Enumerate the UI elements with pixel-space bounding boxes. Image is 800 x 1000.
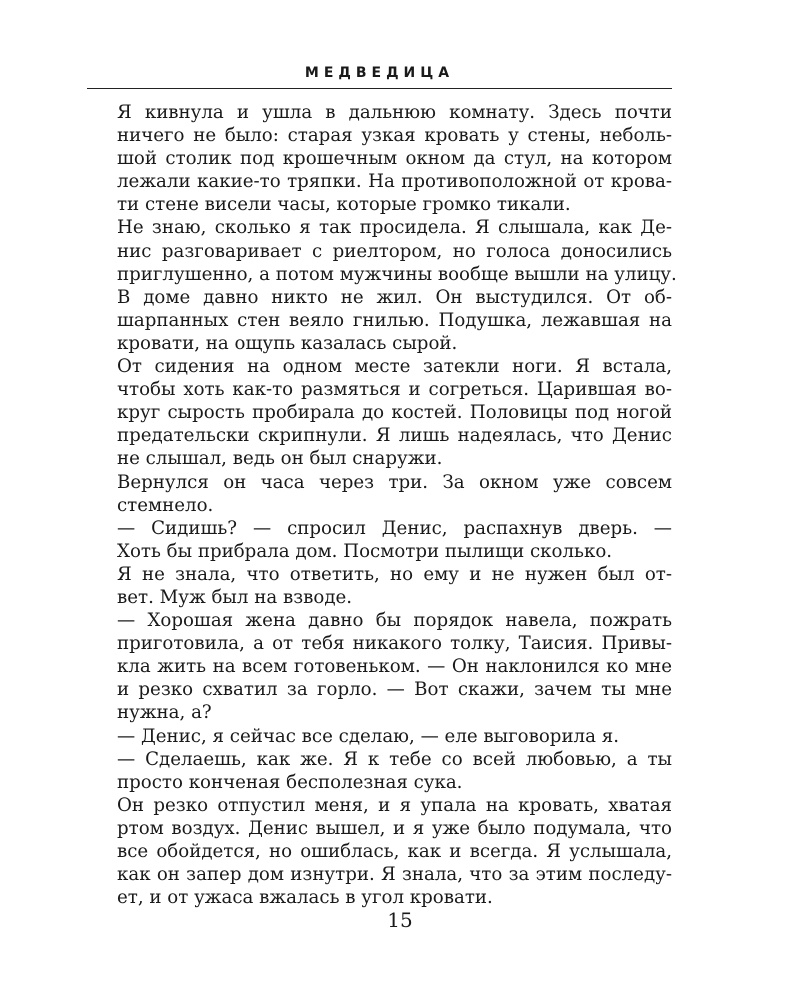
paragraph [87, 101, 672, 216]
paragraph [87, 355, 672, 470]
text-line: Я не знала, что ответить, но ему и не нужен был от- [117, 563, 672, 585]
text-line: кровати, на ощупь казалась сырой. [117, 332, 458, 354]
text-line: как он запер дом изнутри. Я знала, что за этим последу- [117, 864, 672, 886]
paragraph [87, 471, 672, 517]
paragraph [87, 563, 672, 609]
text-line: ничего не было: старая узкая кровать у стены, неболь- [117, 125, 672, 147]
text-line: нис разговаривает с риелтором, но голоса доносились [117, 240, 672, 262]
paragraph [87, 748, 672, 794]
text-line: круг сырость пробирала до костей. Половицы под ногой [117, 402, 672, 424]
text-line: Не знаю, сколько я так просидела. Я слышала, как Де- [117, 217, 672, 239]
text-line: ртом воздух. Денис вышел, и я уже было подумала, что [117, 817, 672, 839]
body-text [87, 101, 677, 909]
text-line: не слышал, ведь он был снаружи. [117, 448, 443, 470]
text-line: Я кивнула и ушла в дальнюю комнату. Здесь почти [117, 102, 672, 123]
text-line: — Сидишь? — спросил Денис, распахнув дверь. — [117, 517, 672, 539]
text-line: Хоть бы прибрала дом. Посмотри пылищи сколько. [117, 540, 613, 562]
text-line: Он резко отпустил меня, и я упала на кровать, хватая [117, 794, 672, 816]
paragraph [87, 725, 672, 748]
text-line: От сидения на одном месте затекли ноги. Я встала, [117, 356, 672, 378]
book-page [87, 58, 677, 909]
text-line: и резко схватил за горло. — Вот скажи, зачем ты мне [117, 679, 672, 701]
text-line: просто конченая бесполезная сука. [117, 771, 463, 793]
text-line: — Денис, я сейчас все сделаю, — еле выговорила я. [117, 725, 619, 747]
paragraph [87, 794, 672, 909]
text-line: приготовила, а от тебя никакого толку, Таисия. Привы- [117, 633, 672, 655]
text-line: лежали какие-то тряпки. На противоположной от крова- [117, 171, 672, 193]
text-line: шой столик под крошечным окном да стул, на котором [117, 148, 672, 170]
text-line: шарпанных стен веяло гнилью. Подушка, лежавшая на [117, 309, 672, 331]
text-line: все обойдется, но ошиблась, как и всегда. Я услышала, [117, 841, 672, 862]
text-line: приглушенно, а потом мужчины вообще вышли на улицу. [117, 263, 677, 285]
paragraph [87, 286, 672, 355]
text-line: нужна, а? [117, 702, 212, 724]
text-line: — Сделаешь, как же. Я к тебе со всей любовью, а ты [117, 748, 672, 770]
text-line: Вернулся он часа через три. За окном уже совсем [117, 471, 672, 493]
paragraph [87, 609, 672, 724]
text-line: стемнело. [117, 494, 214, 516]
text-line: — Хорошая жена давно бы порядок навела, пожрать [117, 610, 672, 632]
paragraph [87, 517, 672, 563]
text-line: В доме давно никто не жил. Он выстудился. От об- [117, 286, 672, 308]
text-line: чтобы хоть как-то размяться и согреться. Царившая во- [117, 379, 672, 401]
paragraph [87, 216, 677, 285]
text-line: предательски скрипнули. Я лишь надеялась, что Денис [117, 425, 672, 447]
running-head: МЕДВЕДИЦА [87, 58, 672, 89]
text-line: ет, и от ужаса вжалась в угол кровати. [117, 887, 493, 909]
text-line: кла жить на всем готовеньком. — Он наклонился ко мне [117, 656, 672, 678]
page-number: 15 [387, 908, 413, 932]
text-line: ти стене висели часы, которые громко тикали. [117, 194, 571, 216]
text-line: вет. Муж был на взводе. [117, 586, 353, 608]
